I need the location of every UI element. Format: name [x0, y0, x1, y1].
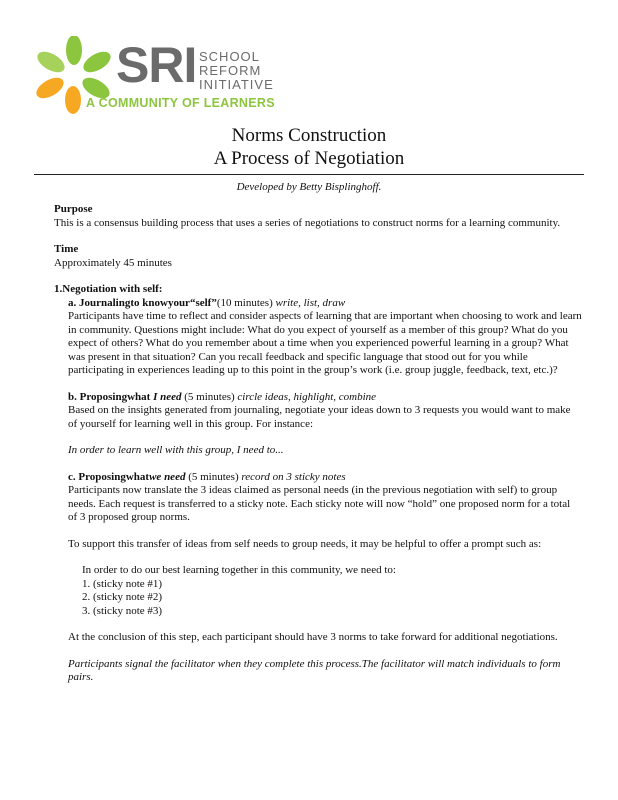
prompt-block [68, 564, 582, 618]
page-title: Norms Construction [231, 125, 387, 146]
prompt-item-3: 3. (sticky note #3) [82, 604, 163, 617]
step-c-title-bold: c. Proposingwhat [68, 470, 150, 483]
document-body [54, 203, 582, 685]
logo-word-school: SCHOOL [199, 49, 260, 64]
step-b-example: In order to learn well with this group, I need to... [68, 444, 284, 456]
step-a-duration: (10 minutes) [216, 296, 276, 309]
step-c-prompt-intro: To support this transfer of ideas from self needs to group needs, it may be helpful to offer a prompt such as: [68, 537, 542, 550]
step-c-text: Participants now translate the 3 ideas claimed as personal needs (in the previous negotiation with self) to group needs. Each request is transferred to a sticky note. Each sticky note will now “hold” one proposed norm for a total of 3 proposed group norms. [68, 484, 571, 523]
prompt-item-1: 1. (sticky note #1) [82, 577, 163, 590]
step-c-title-bold-italic: we need [149, 470, 186, 483]
step-b-actions: circle ideas, highlight, combine [237, 390, 377, 403]
purpose-text: This is a consensus building process that uses a series of negotiations to construct norms for a learning community. [54, 216, 561, 229]
step-b-text: Based on the insights generated from journaling, negotiate your ideas down to 3 requests you would want to make of yourself for learning well in this group. For instance: [68, 404, 571, 430]
logo-tagline: A COMMUNITY OF LEARNERS [86, 96, 275, 110]
logo-word-reform: REFORM [199, 63, 262, 78]
step-b-title-bold: b. Proposingwhat [68, 390, 154, 403]
step-b-duration: (5 minutes) [181, 390, 238, 403]
step-b-title [68, 391, 582, 405]
page-subtitle: A Process of Negotiation [213, 148, 405, 169]
prompt-text: In order to do our best learning together in this community, we need to: [82, 564, 396, 576]
sri-logo [34, 36, 284, 116]
time-text: Approximately 45 minutes [54, 256, 172, 269]
step-c-title [68, 471, 582, 485]
step-a-actions: write, list, draw [275, 296, 346, 309]
step-b-title-bold-italic: I need [153, 390, 182, 403]
prompt-item-2: 2. (sticky note #2) [82, 591, 163, 603]
step-c-actions: record on 3 sticky notes [241, 470, 346, 483]
step-c-conclusion: At the conclusion of this step, each participant should have 3 norms to take forward for additional negotiations. [68, 631, 558, 643]
logo-words [199, 50, 274, 92]
purpose-heading: Purpose [54, 203, 93, 215]
section1-heading: 1.Negotiation with self: [54, 283, 163, 295]
step-a-title [68, 297, 582, 311]
step-a-text: Participants have time to reflect and consider aspects of learning that are important when choosing to work and learn in community. Questions might include: What do you expect of yourself as a member of this group? What do you expect of others? What do you remember about a time when you experienced powerful learning in a group? What was present in that situation? Can you recall feedback and specific language that stood out for you while participating in experiences leading up to this point in the group’s work (i.e. group juggle, feedback, text, etc.)? [68, 310, 582, 376]
logo-word-initiative: INITIATIVE [199, 77, 274, 92]
step-a [54, 297, 582, 685]
title-divider [34, 174, 584, 175]
author-credit: Developed by Betty Bisplinghoff. [236, 181, 382, 193]
step-a-title-bold: a. Journalingto knowyour“self” [68, 296, 217, 309]
step-c-closing: Participants signal the facilitator when they complete this process.The facilitator will match individuals to form pairs. [68, 657, 561, 683]
step-c-duration: (5 minutes) [185, 470, 242, 483]
time-heading: Time [54, 243, 79, 255]
logo-sri-text: SRI [116, 37, 197, 93]
